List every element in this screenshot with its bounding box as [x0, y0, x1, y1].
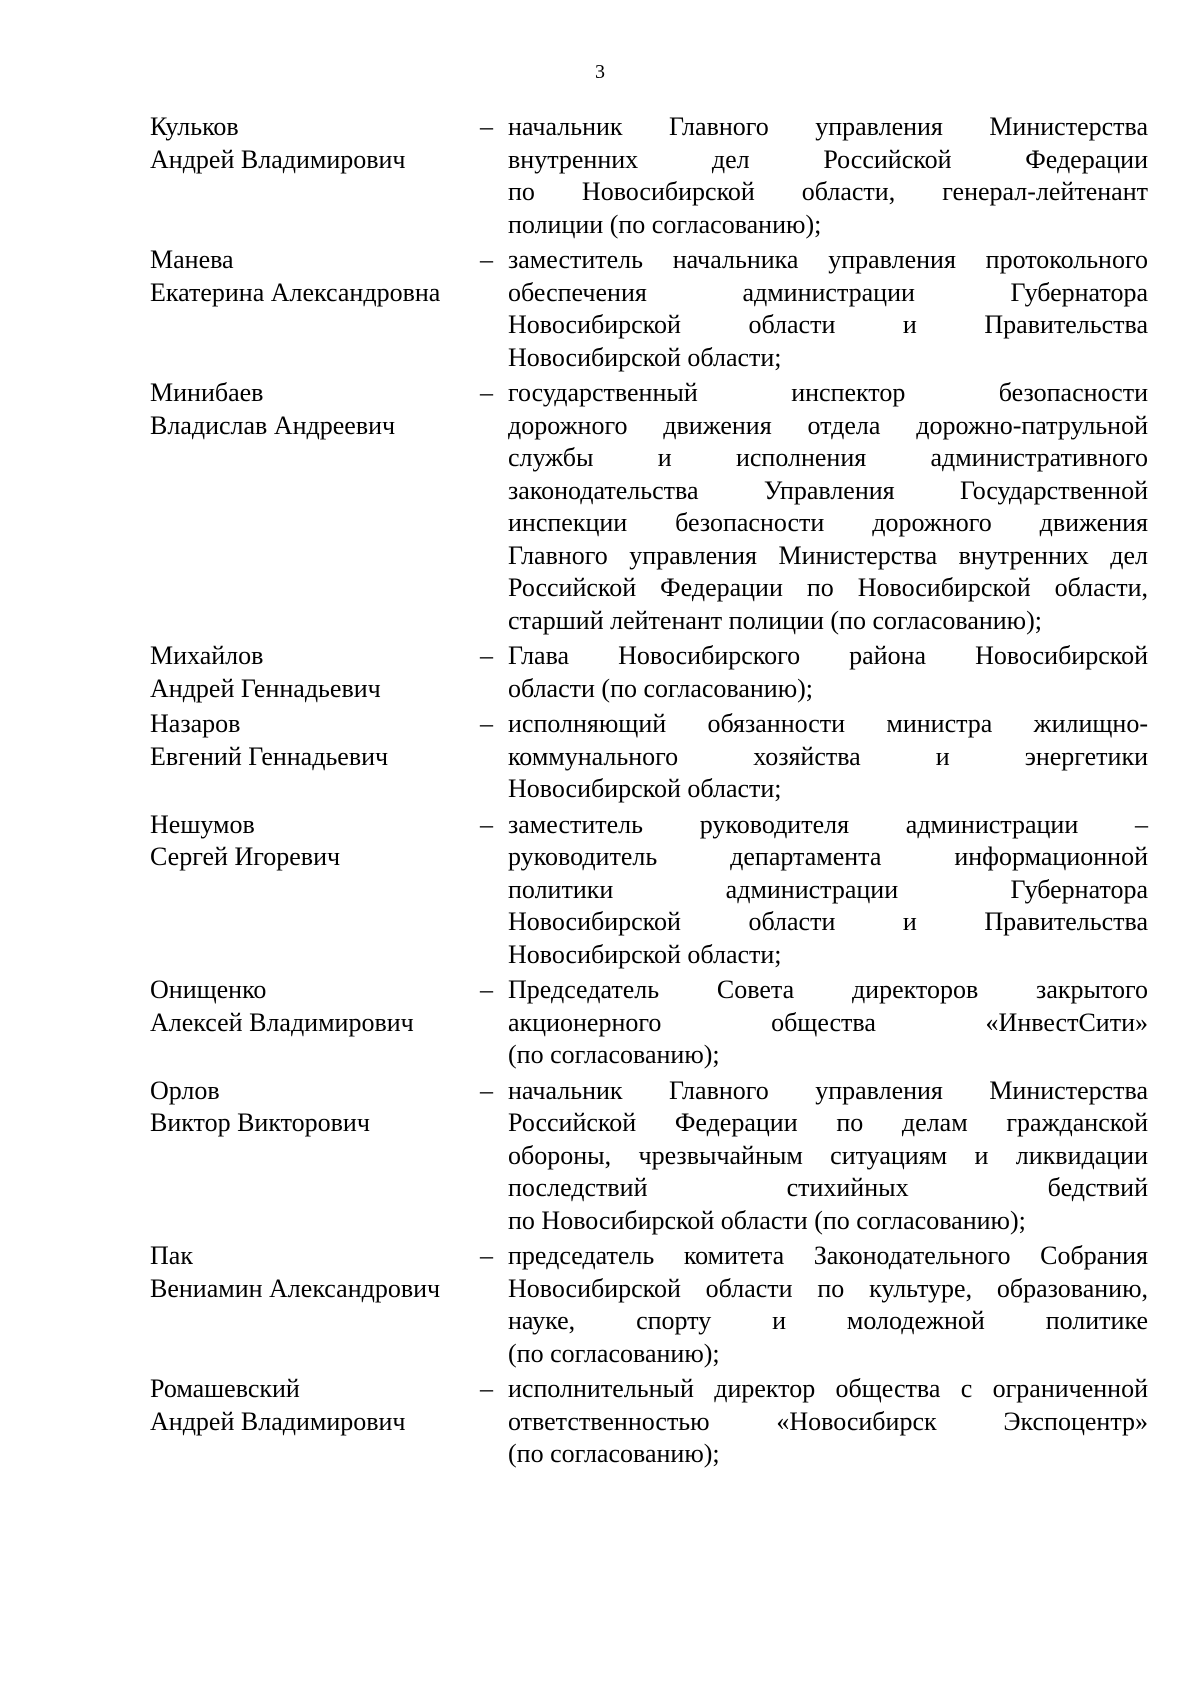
position-line: службы и исполнения административного: [508, 443, 1148, 472]
member-given-name: Андрей Владимирович: [150, 144, 406, 174]
position-line: внутренних дел Российской Федерации: [508, 144, 1148, 174]
position-line: Новосибирской области;: [508, 774, 782, 803]
member-name: [150, 1075, 476, 1140]
position-line: по Новосибирской области (по согласованию);: [508, 1205, 1026, 1235]
member-given-name: Евгений Геннадьевич: [150, 741, 389, 771]
position-line: заместитель руководителя администрации –: [508, 809, 1148, 839]
member-surname: Нешумов: [150, 809, 255, 839]
member-position: [508, 1075, 1148, 1238]
member-entry: [150, 1240, 1148, 1370]
position-line: исполнительный директор общества с ограниченной: [508, 1374, 1148, 1403]
dash-separator: –: [480, 709, 493, 738]
member-given-name: Алексей Владимирович: [150, 1007, 414, 1037]
member-surname: Ромашевский: [150, 1374, 300, 1403]
member-name: [150, 244, 476, 309]
position-line: Глава Новосибирского района Новосибирской: [508, 641, 1148, 670]
position-line: науке, спорту и молодежной политике: [508, 1306, 1148, 1335]
member-position: [508, 244, 1148, 374]
position-line: руководитель департамента информационной: [508, 842, 1148, 871]
member-surname: Пак: [150, 1241, 193, 1270]
dash-separator: –: [480, 1241, 493, 1270]
position-line: заместитель начальника управления протокольного: [508, 245, 1148, 274]
member-surname: Орлов: [150, 1075, 220, 1105]
position-line: области (по согласованию);: [508, 673, 814, 703]
member-name: [150, 111, 476, 176]
position-line: акционерного общества «ИнвестСити»: [508, 1007, 1148, 1037]
member-entry: [150, 1373, 1148, 1471]
position-line: полиции (по согласованию);: [508, 209, 822, 239]
page-number: 3: [595, 61, 605, 83]
position-line: обеспечения администрации Губернатора: [508, 277, 1148, 307]
position-line: Новосибирской области;: [508, 342, 782, 372]
position-line: председатель комитета Законодательного Собрания: [508, 1241, 1148, 1270]
position-line: Главного управления Министерства внутренних дел: [508, 540, 1148, 570]
position-line: (по согласованию);: [508, 1338, 720, 1368]
position-line: Новосибирской области и Правительства: [508, 310, 1148, 339]
position-line: законодательства Управления Государственной: [508, 475, 1148, 505]
position-line: коммунального хозяйства и энергетики: [508, 741, 1148, 771]
member-position: [508, 1240, 1148, 1370]
position-line: Новосибирской области;: [508, 939, 782, 969]
member-surname: Онищенко: [150, 975, 267, 1004]
dash-separator: –: [480, 641, 493, 670]
member-surname: Назаров: [150, 709, 241, 738]
dash-separator: –: [480, 809, 493, 839]
member-given-name: Владислав Андреевич: [150, 410, 396, 440]
member-position: [508, 809, 1148, 972]
position-line: государственный инспектор безопасности: [508, 378, 1148, 407]
member-entry: [150, 708, 1148, 806]
position-line: Новосибирской области и Правительства: [508, 907, 1148, 936]
position-line: дорожного движения отдела дорожно-патрульной: [508, 410, 1148, 440]
member-entry: [150, 111, 1148, 241]
position-line: Российской Федерации по делам гражданской: [508, 1108, 1148, 1137]
position-line: Новосибирской области по культуре, образованию,: [508, 1273, 1148, 1303]
position-line: (по согласованию);: [508, 1439, 720, 1468]
member-given-name: Андрей Геннадьевич: [150, 673, 381, 703]
member-entry: [150, 244, 1148, 374]
member-position: [508, 111, 1148, 241]
member-position: [508, 974, 1148, 1072]
member-name: [150, 1240, 476, 1305]
member-name: [150, 809, 476, 874]
member-entry: [150, 1075, 1148, 1238]
member-position: [508, 640, 1148, 705]
position-line: начальник Главного управления Министерства: [508, 1075, 1148, 1105]
position-line: по Новосибирской области, генерал-лейтенант: [508, 177, 1148, 206]
dash-separator: –: [480, 245, 493, 274]
member-surname: Михайлов: [150, 641, 264, 670]
dash-separator: –: [480, 112, 493, 141]
member-position: [508, 377, 1148, 637]
member-name: [150, 377, 476, 442]
position-line: (по согласованию);: [508, 1040, 720, 1069]
member-position: [508, 708, 1148, 806]
member-entry: [150, 809, 1148, 972]
member-surname: Кульков: [150, 112, 239, 141]
dash-separator: –: [480, 1374, 493, 1403]
position-line: Российской Федерации по Новосибирской области,: [508, 573, 1148, 602]
member-position: [508, 1373, 1148, 1471]
member-entry: [150, 377, 1148, 637]
member-given-name: Сергей Игоревич: [150, 842, 341, 871]
member-entry: [150, 640, 1148, 705]
position-line: Председатель Совета директоров закрытого: [508, 975, 1148, 1004]
dash-separator: –: [480, 975, 493, 1004]
position-line: начальник Главного управления Министерства: [508, 112, 1148, 141]
member-name: [150, 1373, 476, 1438]
member-surname: Минибаев: [150, 378, 264, 407]
dash-separator: –: [480, 1075, 493, 1105]
member-given-name: Екатерина Александровна: [150, 277, 441, 307]
position-line: исполняющий обязанности министра жилищно-: [508, 709, 1148, 738]
dash-separator: –: [480, 378, 493, 407]
member-name: [150, 974, 476, 1039]
member-given-name: Вениамин Александрович: [150, 1273, 441, 1303]
position-line: обороны, чрезвычайным ситуациям и ликвидации: [508, 1140, 1148, 1170]
member-name: [150, 708, 476, 773]
member-list: [150, 111, 1148, 1471]
member-entry: [150, 974, 1148, 1072]
member-given-name: Андрей Владимирович: [150, 1406, 406, 1436]
member-given-name: Виктор Викторович: [150, 1108, 370, 1137]
member-surname: Манева: [150, 245, 234, 274]
member-name: [150, 640, 476, 705]
position-line: ответственностью «Новосибирск Экспоцентр»: [508, 1406, 1148, 1436]
position-line: последствий стихийных бедствий: [508, 1173, 1148, 1202]
position-line: инспекции безопасности дорожного движения: [508, 508, 1148, 537]
position-line: политики администрации Губернатора: [508, 874, 1148, 904]
position-line: старший лейтенант полиции (по согласованию);: [508, 605, 1042, 635]
